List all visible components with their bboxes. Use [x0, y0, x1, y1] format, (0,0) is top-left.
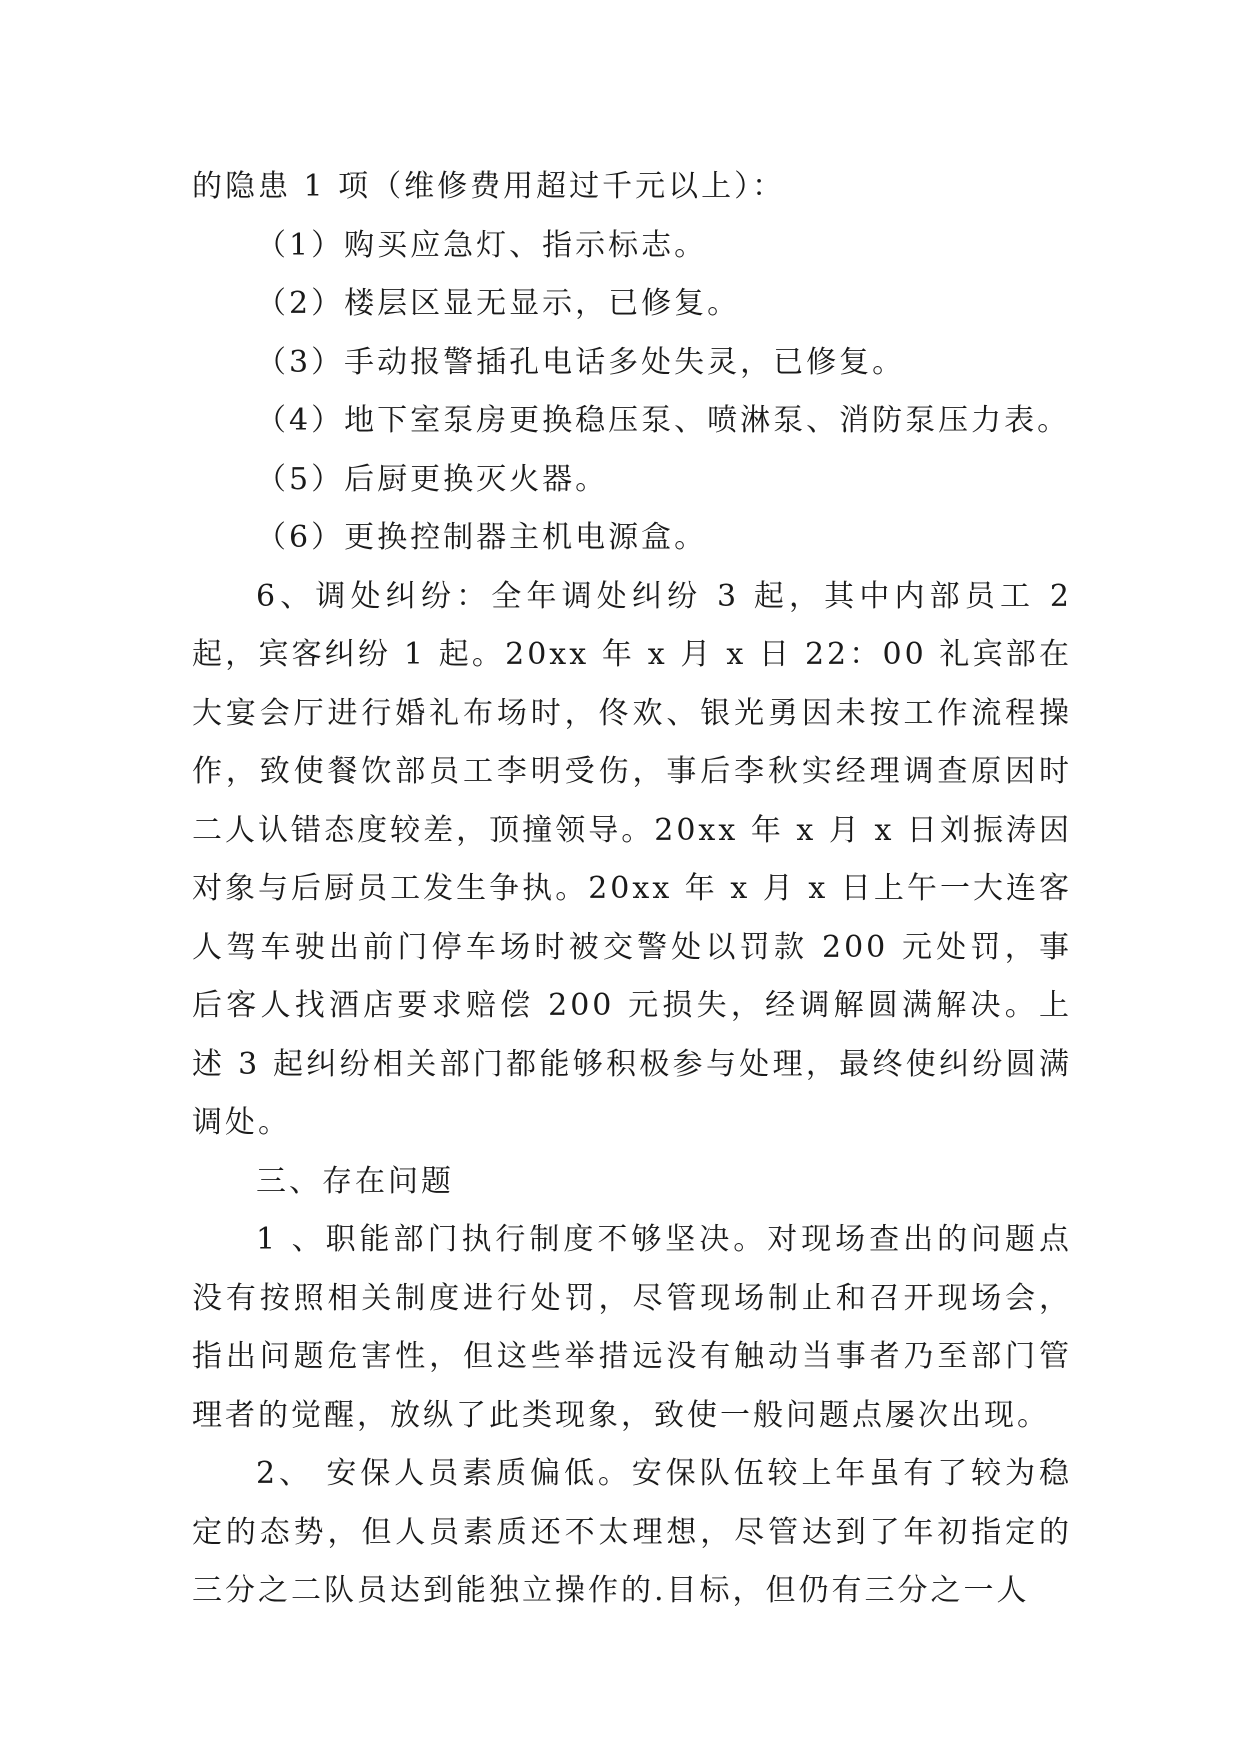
list-item: （5）后厨更换灭火器。 — [256, 461, 609, 497]
paragraph: 6、调处纠纷：全年调处纠纷 3 起，其中内部员工 2 起，宾客纠纷 1 起。20xx 年 x 月 x 日 22：00 礼宾部在大宴会厅进行婚礼布场时，佟欢、银光勇因未按工作流程操作，致使餐饮部员工李明受伤，事后李秋实经理调查原因时二人认错态度较差，顶撞领导。20xx 年 x 月 x 日刘振涛因对象与后厨员工发生争执。20xx 年 x 月 x 日上午一大连客人驾车驶出前门停车场时被交警处以罚款 200 元处罚，事后客人找酒店要求赔偿 200 元损失，经调解圆满解决。上述 3 起纠纷相关部门都能够积极参与处理，最终使纠纷圆满调处。 — [192, 578, 1072, 1140]
paragraph: 的隐患 1 项（维修费用超过千元以上）： — [192, 169, 786, 204]
list-item: （4）地下室泵房更换稳压泵、喷淋泵、消防泵压力表。 — [256, 403, 1071, 438]
document-body — [192, 158, 1072, 1621]
paragraph: 1 、职能部门执行制度不够坚决。对现场查出的问题点没有按照相关制度进行处罚，尽管现场制止和召开现场会，指出问题危害性，但这些举措远没有触动当事者乃至部门管理者的觉醒，放纵了此类现象，致使一般问题点屡次出现。 — [192, 1222, 1072, 1433]
list-item: （2）楼层区显无显示，已修复。 — [256, 286, 741, 321]
list-item: （1）购买应急灯、指示标志。 — [256, 227, 708, 263]
paragraph: 2、 安保人员素质偏低。安保队伍较上年虽有了较为稳定的态势，但人员素质还不太理想，尽管达到了年初指定的三分之二队员达到能独立操作的.目标，但仍有三分之一人 — [192, 1456, 1072, 1608]
list-item: （3）手动报警插孔电话多处失灵，已修复。 — [256, 344, 906, 380]
list-item: （6）更换控制器主机电源盒。 — [256, 520, 708, 555]
section-heading: 三、存在问题 — [256, 1163, 454, 1199]
